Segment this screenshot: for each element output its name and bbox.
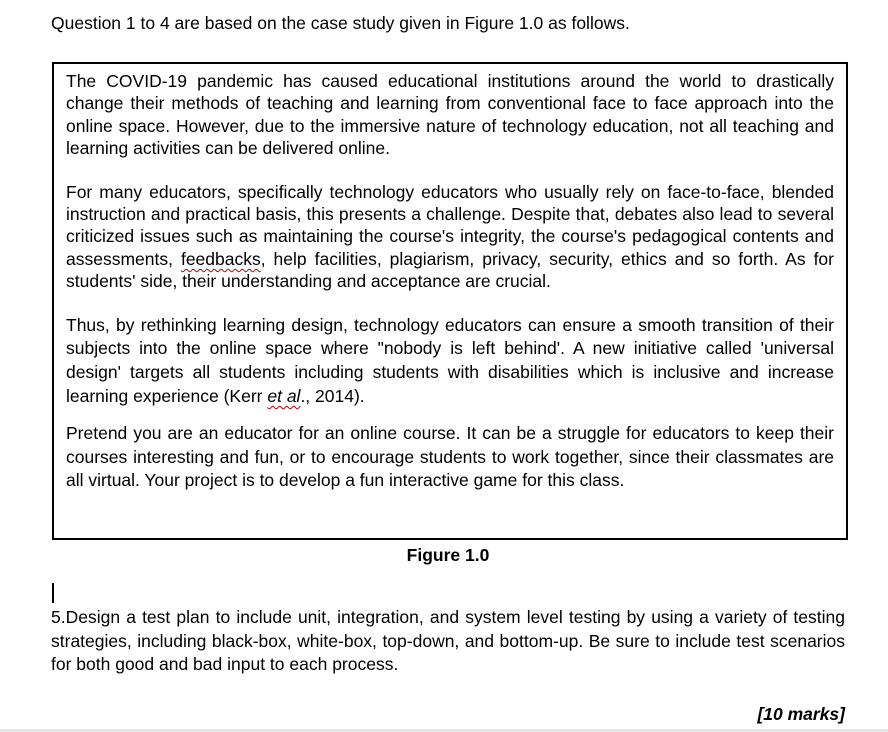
case-paragraph-3-part-1: Thus, by rethinking learning design, technology educators can ensure a smooth transition of their subjects into the online space where "nobody is left behind'. A new initiative called 'universal design' targets all students including students with disabilities which is inclusive and increase learning experience (Kerr <box>66 314 834 407</box>
case-study-box[interactable] <box>52 62 848 540</box>
figure-caption: Figure 1.0 <box>406 545 490 565</box>
marks-label: [10 marks] <box>757 704 845 724</box>
question-5-text: 5.Design a test plan to include unit, integration, and system level testing by using a variety of testing strategies, including black-box, white-box, top-down, and bottom-up. Be sure to include test scenarios for both good and bad input to each process. <box>51 607 845 674</box>
case-paragraph-1: The COVID-19 pandemic has caused educational institutions around the world to drastically change their methods of teaching and learning from conventional face to face approach into the online space. However, due to the immersive nature of technology education, not all teaching and learning activities can be delivered online. <box>66 71 834 159</box>
case-study-content <box>66 70 834 493</box>
case-paragraph-4: Pretend you are an educator for an online course. It can be a struggle for educators to keep their courses interesting and fun, or to encourage students to work together, since their classmates are all virtual. Your project is to develop a fun interactive game for this class. <box>66 422 834 491</box>
case-paragraph-3 <box>66 314 834 409</box>
spellcheck-word-et-al[interactable]: et al <box>267 386 301 407</box>
case-paragraph-3-part-2: ., 2014). <box>300 386 365 407</box>
intro-text: Question 1 to 4 are based on the case study given in Figure 1.0 as follows. <box>51 13 630 33</box>
case-paragraph-2-part-2: , help facilities, plagiarism, privacy, security, ethics and so forth. As for students' side, their understanding and acceptance are crucial. <box>66 248 834 292</box>
text-cursor <box>52 583 54 603</box>
case-paragraph-2 <box>66 181 834 293</box>
spellcheck-word-feedbacks[interactable]: feedbacks <box>180 248 261 269</box>
case-paragraph-2-part-1: For many educators, specifically technology educators who usually rely on face-to-face, blended instruction and practical basis, this presents a challenge. Despite that, debates also lead to several criticized issues such as maintaining the course's integrity, the course's pedagogical contents and assessments, <box>66 181 834 269</box>
